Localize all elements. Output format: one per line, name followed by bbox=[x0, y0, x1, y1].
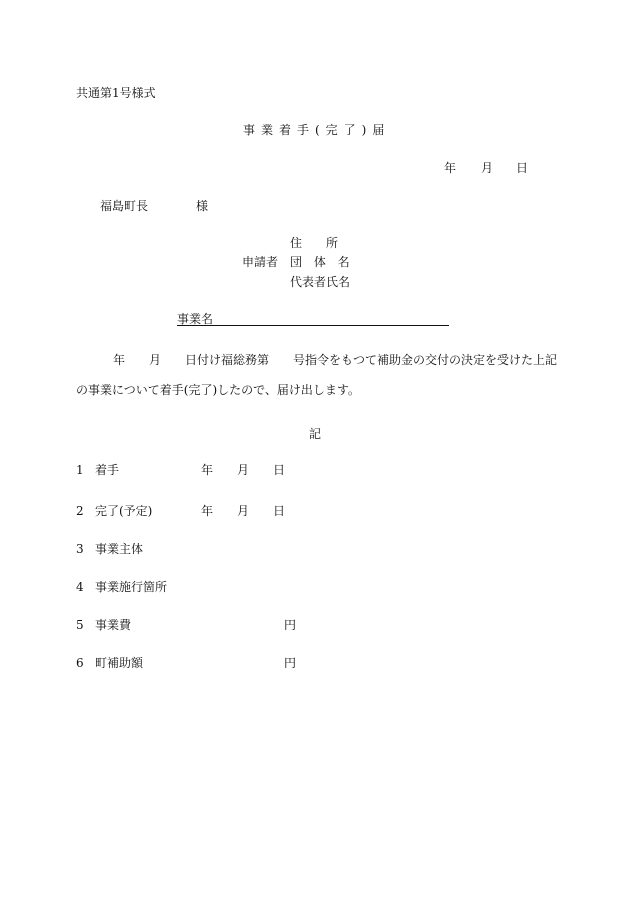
item-year: 年 bbox=[201, 463, 214, 477]
date-month: 月 bbox=[481, 161, 494, 175]
item-number: 2 bbox=[76, 504, 84, 518]
item-year: 年 bbox=[201, 504, 214, 518]
date-year: 年 bbox=[444, 161, 457, 175]
date-day: 日 bbox=[516, 161, 529, 175]
project-name-label: 事業名 bbox=[177, 312, 214, 326]
item-number: 4 bbox=[76, 580, 84, 594]
item-label: 完了(予定) bbox=[95, 504, 153, 518]
item-number: 1 bbox=[76, 463, 84, 477]
item-unit: 円 bbox=[284, 618, 297, 632]
form-number: 共通第1号様式 bbox=[76, 86, 156, 100]
item-label: 町補助額 bbox=[95, 656, 144, 670]
item-label: 事業費 bbox=[95, 618, 132, 632]
item-unit: 円 bbox=[284, 656, 297, 670]
item-label: 着手 bbox=[95, 463, 120, 477]
applicant-label: 申請者 bbox=[242, 255, 279, 269]
group-name-label: 団 体 名 bbox=[290, 255, 354, 269]
ki-heading: 記 bbox=[309, 427, 322, 441]
body-line-2: の事業について着手(完了)したので、届け出します。 bbox=[76, 383, 360, 397]
item-label: 事業施行箇所 bbox=[95, 580, 168, 594]
item-month: 月 bbox=[237, 463, 250, 477]
item-day: 日 bbox=[273, 463, 286, 477]
body-line-1: 年 月 日付け福総務第 号指令をもつて補助金の交付の決定を受けた上記 bbox=[113, 353, 558, 367]
item-label: 事業主体 bbox=[95, 542, 144, 556]
item-number: 5 bbox=[76, 618, 84, 632]
recipient-honorific: 様 bbox=[196, 199, 209, 213]
representative-label: 代表者氏名 bbox=[290, 275, 351, 289]
item-number: 3 bbox=[76, 542, 84, 556]
item-number: 6 bbox=[76, 656, 84, 670]
recipient-name: 福島町長 bbox=[100, 199, 149, 213]
address-label: 住 所 bbox=[290, 236, 339, 250]
item-day: 日 bbox=[273, 504, 286, 518]
project-name-underline bbox=[177, 325, 449, 326]
document-title: 事業着手(完了)届 bbox=[243, 123, 391, 137]
item-month: 月 bbox=[237, 504, 250, 518]
